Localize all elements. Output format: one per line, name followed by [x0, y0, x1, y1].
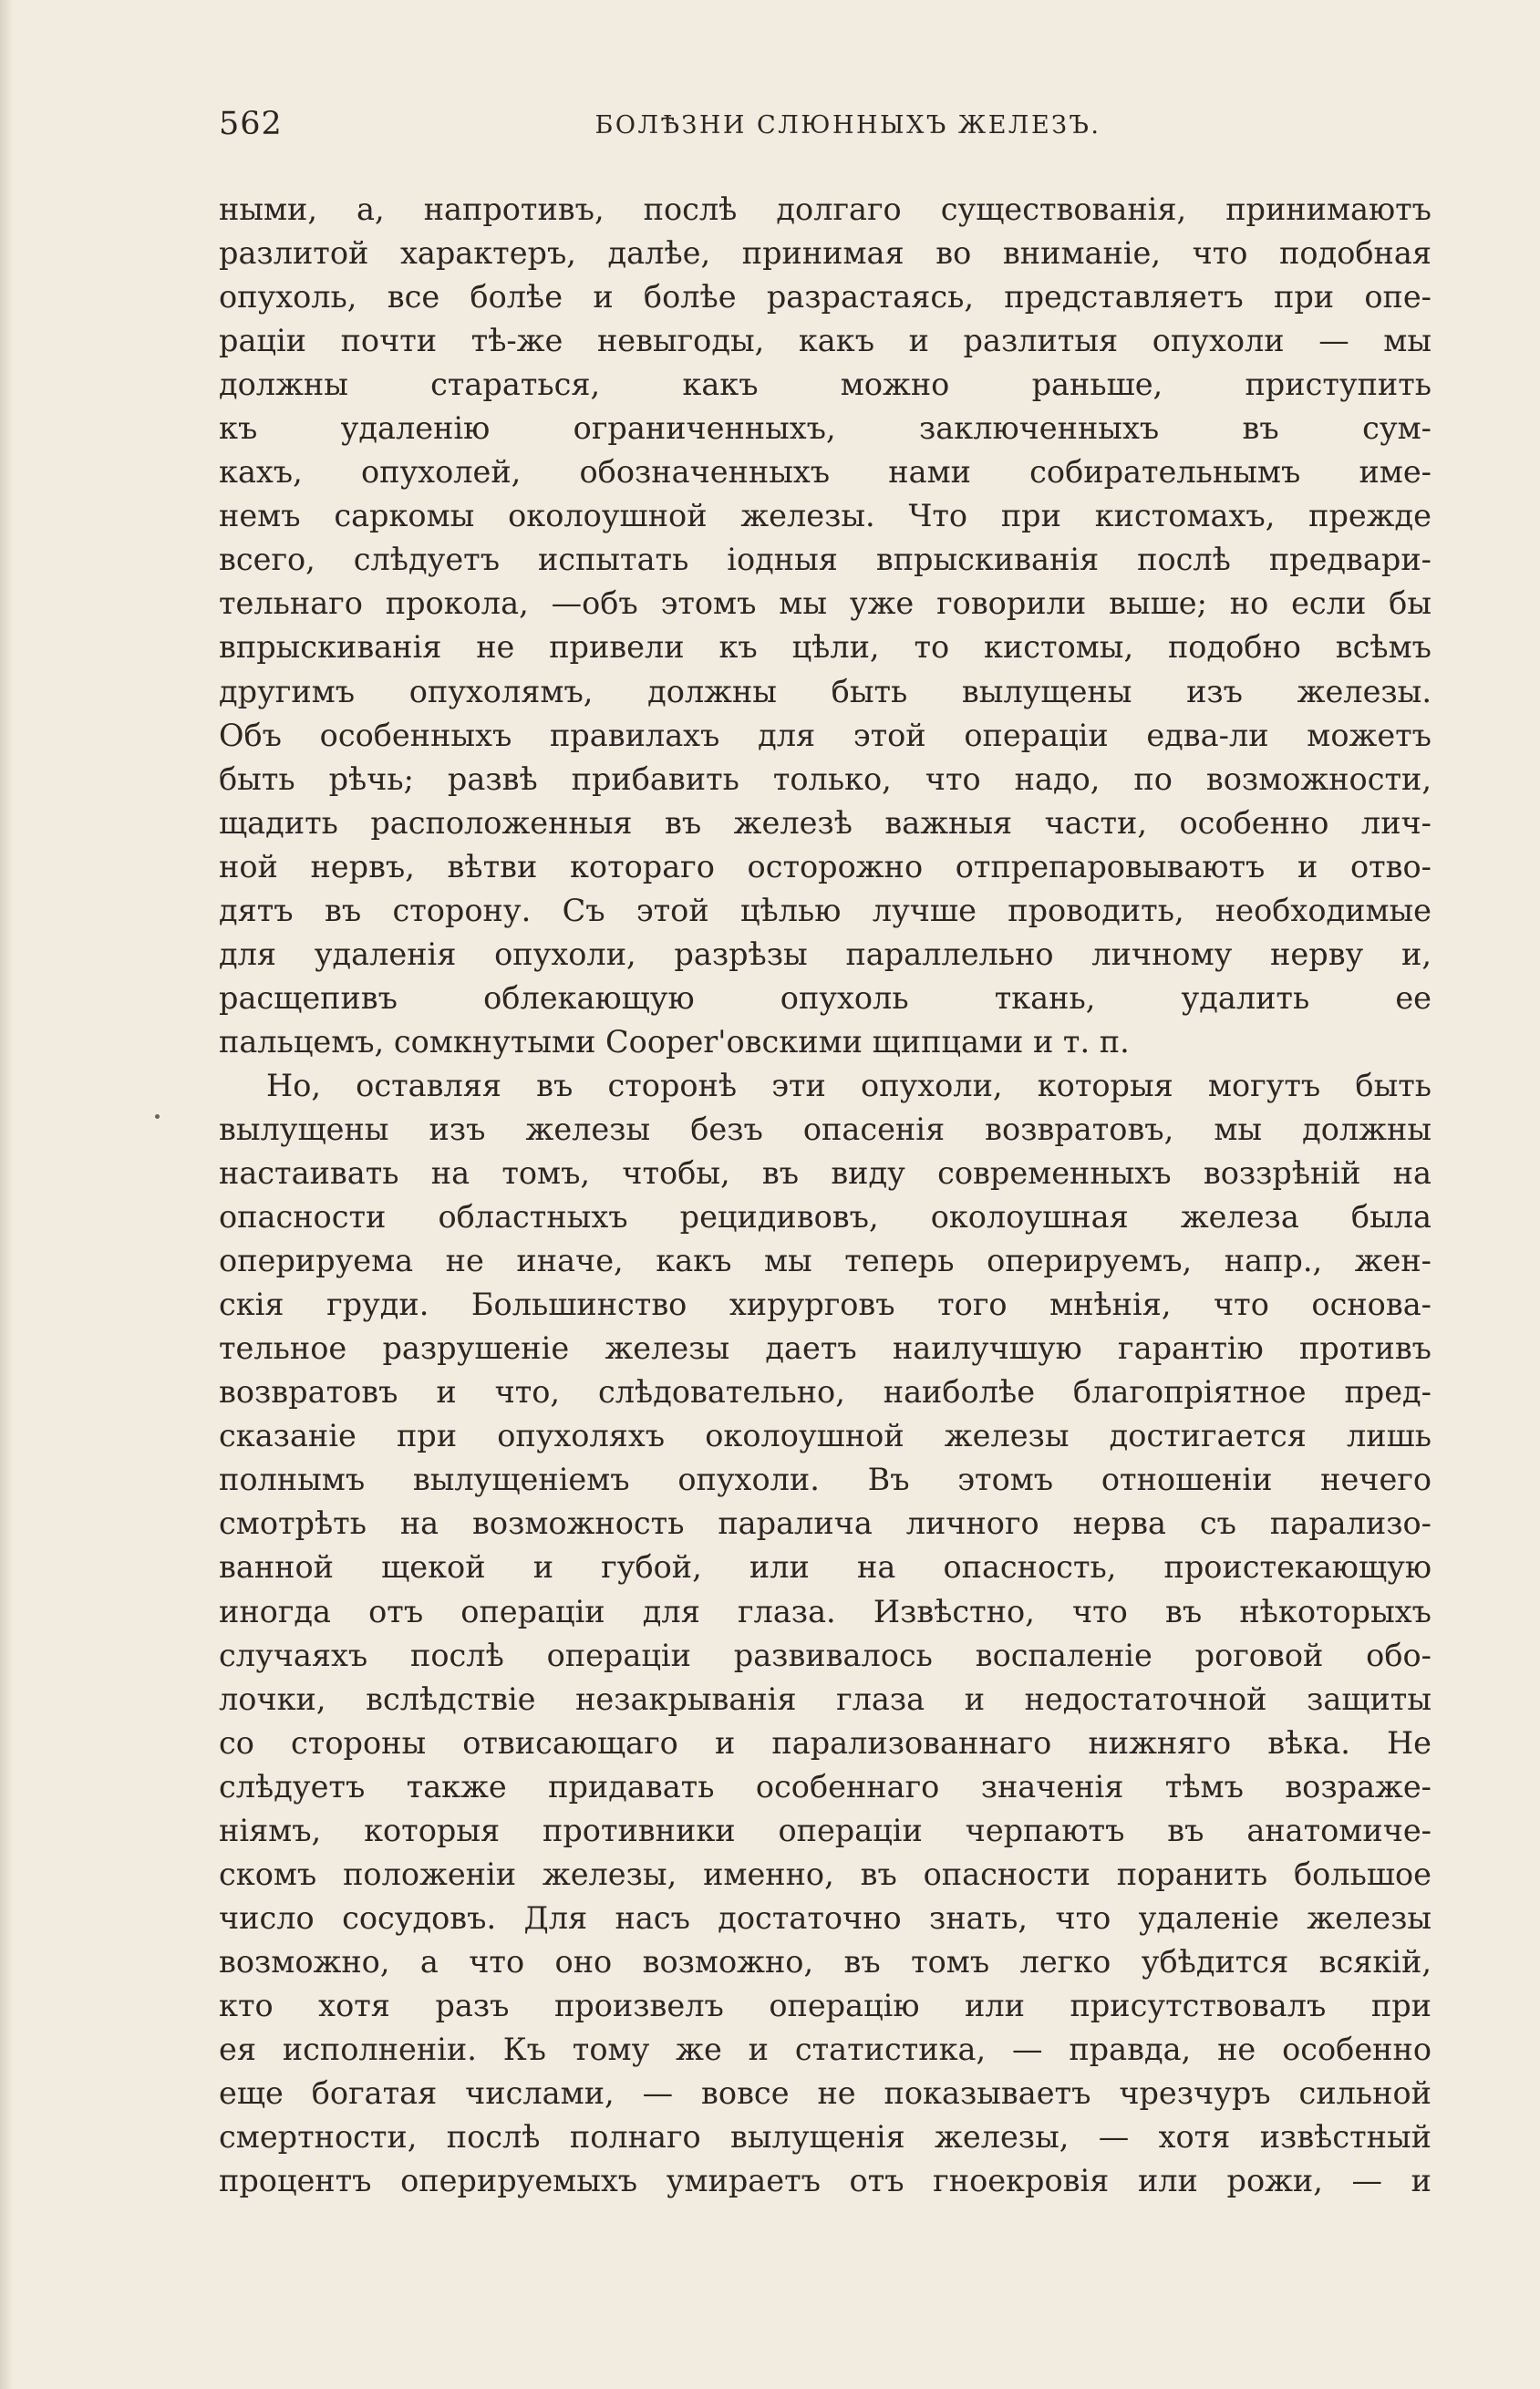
text-line: оперируема не иначе, какъ мы теперь оперируемъ, напр., жен-	[219, 1243, 1431, 1279]
text-line: еще богатая числами, — вовсе не показываетъ чрезчуръ сильной	[219, 2075, 1431, 2112]
text-line: вылущены изъ железы безъ опасенія возвратовъ, мы должны	[219, 1111, 1431, 1147]
margin-mark	[155, 1114, 160, 1119]
text-line: смотрѣть на возможность паралича личного нерва съ парализо-	[219, 1505, 1431, 1542]
text-line: расщепивъ облекающую опухоль ткань, удалить ее	[219, 979, 1431, 1016]
text-line: ными, а, напротивъ, послѣ долгаго существованія, принимаютъ	[219, 191, 1431, 227]
text-line: процентъ оперируемыхъ умираетъ отъ гноекровія или рожи, — и	[219, 2163, 1431, 2199]
text-line: щадить расположенныя въ железѣ важныя части, особенно лич-	[219, 804, 1431, 841]
running-title: БОЛѢЗНИ СЛЮННЫХЪ ЖЕЛЕЗЪ.	[594, 111, 1101, 140]
text-line: другимъ опухолямъ, должны быть вылущены изъ железы.	[219, 673, 1431, 709]
text-line: раціи почти тѣ-же невыгоды, какъ и разлитыя опухоли — мы	[219, 323, 1431, 359]
text-line: Объ особенныхъ правилахъ для этой операціи едва-ли можетъ	[219, 717, 1431, 753]
text-line: ея исполненіи. Къ тому же и статистика, — правда, не особенно	[219, 2031, 1431, 2067]
body-text	[219, 188, 1431, 2203]
text-line: опухоль, все болѣе и болѣе разрастаясь, представляетъ при опе-	[219, 279, 1431, 315]
text-line: впрыскиванія не привели къ цѣли, то кистомы, подобно всѣмъ	[219, 629, 1431, 666]
text-line: Но, оставляя въ сторонѣ эти опухоли, которыя могутъ быть	[266, 1067, 1431, 1103]
text-line: иногда отъ операціи для глаза. Извѣстно, что въ нѣкоторыхъ	[219, 1593, 1431, 1629]
text-line: скія груди. Большинство хирурговъ того мнѣнія, что основа-	[219, 1287, 1431, 1323]
text-line: должны стараться, какъ можно раньше, приступить	[219, 367, 1431, 403]
text-line: къ удаленію ограниченныхъ, заключенныхъ въ сум-	[219, 410, 1431, 447]
text-line: для удаленія опухоли, разрѣзы параллельно личному нерву и,	[219, 936, 1431, 972]
text-line: сказаніе при опухоляхъ околоушной железы достигается лишь	[219, 1418, 1431, 1454]
text-line: кахъ, опухолей, обозначенныхъ нами собирательнымъ име-	[219, 454, 1431, 491]
page-edge-shadow	[0, 0, 13, 2389]
text-line: случаяхъ послѣ операціи развивалось воспаленіе роговой обо-	[219, 1637, 1431, 1673]
page-number: 562	[219, 106, 283, 142]
text-line: всего, слѣдуетъ испытать іодныя впрыскиванія послѣ предвари-	[219, 542, 1431, 578]
paragraph	[219, 1064, 1431, 2203]
text-line: слѣдуетъ также придавать особеннаго значенія тѣмъ возраже-	[219, 1768, 1431, 1805]
text-line: немъ саркомы околоушной железы. Что при кистомахъ, прежде	[219, 498, 1431, 534]
text-line: смертности, послѣ полнаго вылущенія железы, — хотя извѣстный	[219, 2119, 1431, 2156]
text-line: возможно, а что оно возможно, въ томъ легко убѣдится всякій,	[219, 1943, 1431, 1980]
text-line: скомъ положеніи железы, именно, въ опасности поранить большое	[219, 1856, 1431, 1892]
text-line: полнымъ вылущеніемъ опухоли. Въ этомъ отношеніи нечего	[219, 1462, 1431, 1498]
text-line: ной нервъ, вѣтви котораго осторожно отпрепаровываютъ и отво-	[219, 848, 1431, 884]
text-line: кто хотя разъ произвелъ операцію или присутствовалъ при	[219, 1987, 1431, 2023]
text-line: число сосудовъ. Для насъ достаточно знать, что удаленіе железы	[219, 1899, 1431, 1936]
text-line: дятъ въ сторону. Съ этой цѣлью лучше проводить, необходимые	[219, 892, 1431, 928]
text-line: ніямъ, которыя противники операціи черпаютъ въ анатомиче-	[219, 1812, 1431, 1848]
paragraph	[219, 188, 1431, 1064]
text-line: опасности областныхъ рецидивовъ, околоушная железа была	[219, 1199, 1431, 1236]
text-line: ванной щекой и губой, или на опасность, проистекающую	[219, 1549, 1431, 1586]
text-line: со стороны отвисающаго и парализованнаго нижняго вѣка. Не	[219, 1724, 1431, 1761]
text-line: пальцемъ, сомкнутыми Cooper'овскими щипцами и т. п.	[219, 1023, 1130, 1060]
page-header	[219, 106, 1431, 151]
text-line: быть рѣчь; развѣ прибавить только, что надо, по возможности,	[219, 760, 1431, 797]
text-line: тельное разрушеніе железы даетъ наилучшую гарантію противъ	[219, 1330, 1431, 1367]
text-line: тельнаго прокола, —объ этомъ мы уже говорили выше; но если бы	[219, 585, 1431, 622]
text-line: лочки, вслѣдствіе незакрыванія глаза и недостаточной защиты	[219, 1681, 1431, 1717]
text-line: настаивать на томъ, чтобы, въ виду современныхъ воззрѣній на	[219, 1155, 1431, 1192]
text-line: разлитой характеръ, далѣе, принимая во вниманіе, что подобная	[219, 235, 1431, 272]
text-line: возвратовъ и что, слѣдовательно, наиболѣе благопріятное пред-	[219, 1374, 1431, 1411]
